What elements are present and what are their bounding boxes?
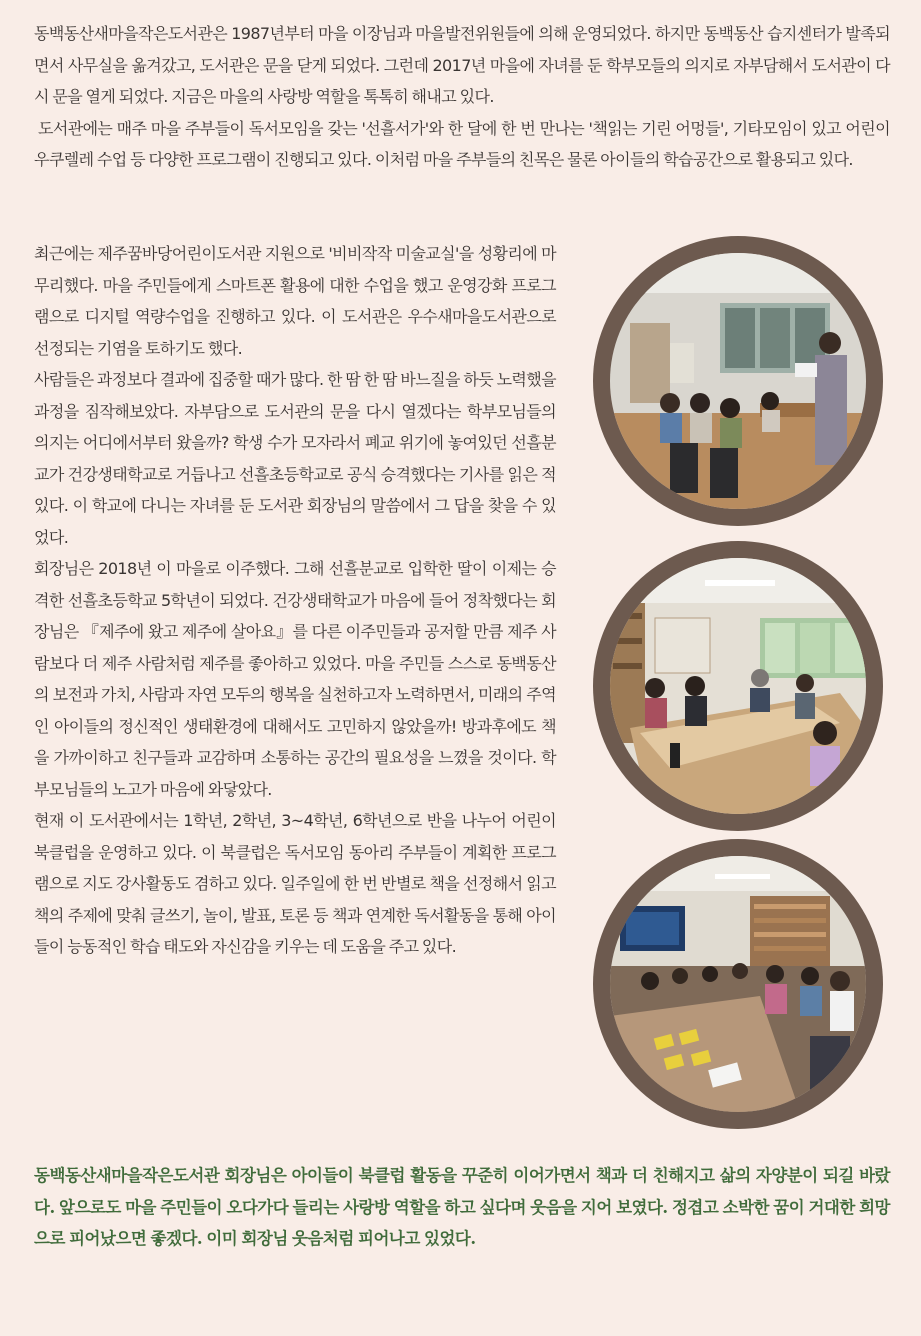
main-paragraph-1: 최근에는 제주꿈바당어린이도서관 지원으로 '비비작작 미술교실'을 성황리에 마무리했다. 마을 주민들에게 스마트폰 활용에 대한 수업을 했고 운영강화 프로그램으로 디지털 역량수업을 진행하고 있다. 이 도서관은 우수새마을도서관으로 선정되는 기염을 토하기도 했다. [34, 244, 556, 358]
closing-paragraph: 동백동산새마을작은도서관 회장님은 아이들이 북클럽 활동을 꾸준히 이어가면서 책과 더 친해지고 삶의 자양분이 되길 바랐다. 앞으로도 마을 주민들이 오다가다 들리는 사랑방 역할을 하고 싶다며 웃음을 지어 보였다. 정겹고 소박한 꿈이 거대한 희망으로 피어났으면 좋겠다. 이미 회장님 웃음처럼 피어나고 있었다. [34, 1166, 890, 1248]
photo-library-children-image [610, 856, 866, 1112]
photo-classroom-speaker-image [610, 253, 866, 509]
photo-classroom-speaker [593, 236, 883, 526]
closing-section [34, 1160, 890, 1255]
intro-paragraph-2: 도서관에는 매주 마을 주부들이 독서모임을 갖는 '선흘서가'와 한 달에 한 번 만나는 '책읽는 기린 어멍들', 기타모임이 있고 어린이 우쿠렐레 수업 등 다양한 프로그램이 진행되고 있다. 이처럼 마을 주부들의 친목은 물론 아이들의 학습공간으로 활용되고 있다. [34, 118, 890, 169]
photo-meeting-room [593, 541, 883, 831]
intro-section [34, 18, 890, 176]
main-article-column [34, 238, 556, 963]
photo-library-children [593, 839, 883, 1129]
photo-meeting-room-image [610, 558, 866, 814]
main-paragraph-3: 회장님은 2018년 이 마을로 이주했다. 그해 선흘분교로 입학한 딸이 이제는 승격한 선흘초등학교 5학년이 되었다. 건강생태학교가 마음에 들어 정착했다는 회장님은 『제주에 왔고 제주에 살아요』를 다른 이주민들과 공저할 만큼 제주 사람보다 더 제주 사람처럼 제주를 좋아하고 있었다. 마을 주민들 스스로 동백동산의 보전과 가치, 사람과 자연 모두의 행복을 실천하고자 노력하면서, 미래의 주역인 아이들의 정신적인 생태환경에 대해서도 고민하지 않았을까! 방과후에도 책을 가까이하고 친구들과 교감하며 소통하는 공간의 필요성을 느꼈을 것이다. 학부모님들의 노고가 마음에 와닿았다. [34, 559, 556, 799]
intro-paragraph-1: 동백동산새마을작은도서관은 1987년부터 마을 이장님과 마을발전위원들에 의해 운영되었다. 하지만 동백동산 습지센터가 발족되면서 사무실을 옮겨갔고, 도서관은 문을 닫게 되었다. 그런데 2017년 마을에 자녀를 둔 학부모들의 의지로 자부담해서 도서관이 다시 문을 열게 되었다. 지금은 마을의 사랑방 역할을 톡톡히 해내고 있다. [34, 24, 890, 106]
main-paragraph-2: 사람들은 과정보다 결과에 집중할 때가 많다. 한 땀 한 땀 바느질을 하듯 노력했을 과정을 짐작해보았다. 자부담으로 도서관의 문을 다시 열겠다는 학부모님들의 의지는 어디에서부터 왔을까? 학생 수가 모자라서 폐교 위기에 놓여있던 선흘분교가 건강생태학교로 거듭나고 선흘초등학교로 공식 승격했다는 기사를 읽은 적 있다. 이 학교에 다니는 자녀를 둔 도서관 회장님의 말씀에서 그 답을 찾을 수 있었다. [34, 370, 556, 547]
main-paragraph-4: 현재 이 도서관에서는 1학년, 2학년, 3~4학년, 6학년으로 반을 나누어 어린이 북클럽을 운영하고 있다. 이 북클럽은 독서모임 동아리 주부들이 계획한 프로그램으로 지도 강사활동도 겸하고 있다. 일주일에 한 번 반별로 책을 선정해서 읽고 책의 주제에 맞춰 글쓰기, 놀이, 발표, 토론 등 책과 연계한 독서활동을 통해 아이들이 능동적인 학습 태도와 자신감을 키우는 데 도움을 주고 있다. [34, 811, 556, 956]
